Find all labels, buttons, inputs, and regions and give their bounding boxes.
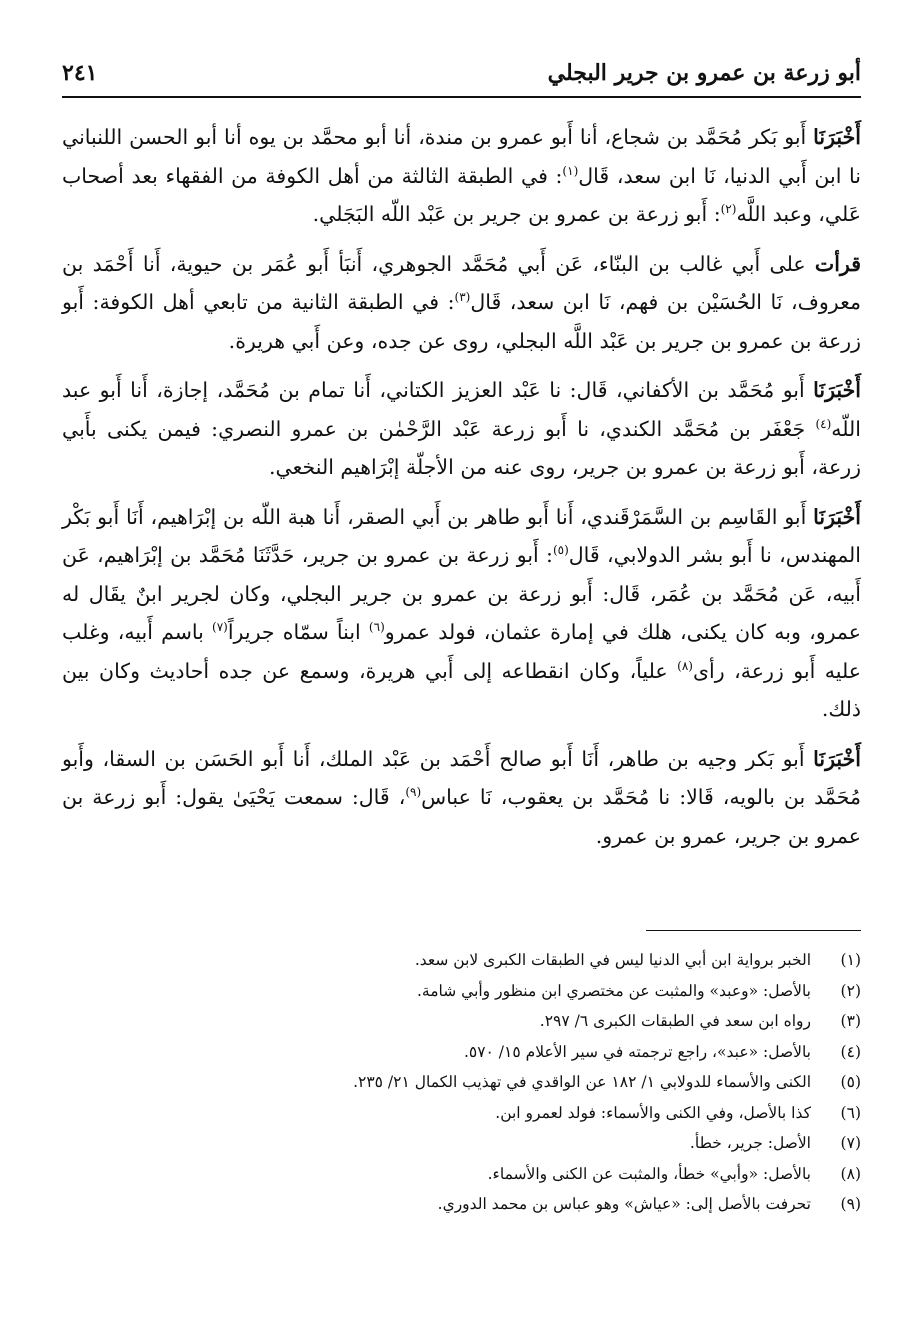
footnote-separator	[646, 930, 861, 931]
paragraph-1	[62, 118, 861, 234]
footnote-ref: (٦)	[368, 620, 385, 635]
footnote	[62, 976, 861, 1007]
footnote	[62, 1128, 861, 1159]
footnote-text: الأصل: جرير، خطأ.	[689, 1134, 811, 1152]
footnote-number: (٣)	[840, 1012, 861, 1030]
paragraph-4	[62, 498, 861, 729]
header-title: أبو زرعة بن عمرو بن جرير البجلي	[547, 60, 861, 86]
paragraph-lead: قرأت	[814, 251, 861, 276]
footnote-number: (٩)	[840, 1195, 861, 1213]
footnote-ref: (٨)	[677, 658, 693, 673]
paragraph-text: أَبو مُحَمَّد بن الأكفاني، قَال: نا عَبْد العزيز الكتاني، أَنا تمام بن مُحَمَّد، إجازة، أَنا أَبو عبد اللّه	[62, 378, 861, 441]
footnote-number: (٨)	[840, 1164, 861, 1183]
footnote-ref: (٥)	[552, 543, 569, 558]
footnote-ref: (٤)	[815, 416, 832, 431]
page-number: ٢٤١	[62, 60, 98, 86]
footnote	[62, 1067, 861, 1098]
paragraph-text: على أَبي غالب بن البنّاء، عَن أَبي مُحَمَّد الجوهري، أَنبَأ أَبو عُمَر بن حيوية، أَنا أَحْمَد بن معروف، نَا الحُسَيْن بن فهم، نَا ابن سعد، قَال	[62, 251, 861, 314]
footnote-text: رواه ابن سعد في الطبقات الكبرى ٦/ ٢٩٧.	[539, 1012, 811, 1030]
paragraph-text: ، قَال: سمعت يَحْيَىٰ يقول: أَبو زرعة بن عمرو بن جرير، عمرو بن عمرو.	[62, 785, 861, 848]
footnote-number: (٤)	[840, 1042, 861, 1061]
footnote	[62, 1189, 861, 1220]
footnote	[62, 1098, 861, 1129]
footnote	[62, 1006, 861, 1037]
footnote-number: (٧)	[840, 1134, 861, 1152]
paragraph-lead: أَخْبَرَنَا	[813, 746, 861, 771]
footnote-text: الخبر برواية ابن أبي الدنيا ليس في الطبقات الكبرى لابن سعد.	[414, 951, 811, 969]
footnote-ref: (٧)	[212, 620, 228, 635]
footnote-number: (١)	[840, 951, 861, 969]
paragraph-text: أَبو القَاسِم بن السَّمَرْقَندي، أَنا أَبو طاهر بن أَبي الصقر، أَنا هبة اللّه بن إبْرَاهيم، أَنَا أَبو بَكْر المهندس، نا أَبو بشر الدولابي، قَال	[62, 504, 861, 567]
paragraph-text: : في الطبقة الثالثة من أهل الكوفة من الفقهاء بعد أصحاب عَلي، وعبد اللَّه	[62, 163, 861, 226]
footnote-text: بالأصل: «وأبي» خطأ، والمثبت عن الكنى والأسماء.	[487, 1164, 811, 1183]
footnote-text: بالأصل: «وعبد» والمثبت عن مختصري ابن منظور وأبي شامة.	[416, 981, 811, 1000]
header-rule	[62, 96, 861, 98]
paragraph-lead: أَخْبَرَنَا	[813, 378, 861, 402]
footnote-ref: (١)	[562, 163, 579, 178]
paragraph-3	[62, 371, 861, 487]
running-header	[62, 52, 861, 98]
main-text	[62, 118, 861, 866]
footnote-number: (٢)	[840, 981, 861, 1000]
paragraph-text: : أَبو زرعة بن عمرو بن جرير بن عَبْد اللّه البَجَلي.	[312, 202, 721, 226]
footnote-text: الكنى والأسماء للدولابي ١/ ١٨٢ عن الواقدي في تهذيب الكمال ٢١/ ٢٣٥.	[353, 1073, 811, 1091]
footnote	[62, 1159, 861, 1190]
paragraph-text: علياً، وكان انقطاعه إلى أَبي هريرة، وسمع عن جده أحاديث وكان بين ذلك.	[62, 658, 861, 721]
paragraph-text: ابناً سمّاه جريراً	[227, 620, 369, 644]
paragraph-text: : أَبو زرعة بن عمرو بن جرير، حَدَّثَنَا مُحَمَّد بن إبْرَاهيم، عَن أَبيه، عَن مُحَمَّد بن عُمَر، قَال: أَبو زرعة بن عمرو بن جرير البجلي، وكان لجرير ابنٌ يقَال له عمرو، وبه كان يكنى، هلك في إمارة عثمان، فولد عمرو	[62, 543, 861, 644]
footnote-number: (٥)	[840, 1073, 861, 1091]
footnote-text: تحرفت بالأصل إلى: «عياش» وهو عباس بن محمد الدوري.	[437, 1195, 811, 1213]
paragraph-text: أَبو بَكر مُحَمَّد بن شجاع، أنا أَبو عمرو بن مندة، أنا أبو محمَّد بن يوه أنا أبو الحسن اللنباني نا ابن أَبي الدنيا، نَا ابن سعد، قَال	[62, 125, 861, 188]
paragraph-text: : في الطبقة الثانية من تابعي أهل الكوفة: أَبو زرعة بن عمرو بن جرير بن عَبْد اللَّه البجلي، روى عن جده، وعن أَبي هريرة.	[62, 290, 861, 353]
paragraph-text: باسم أَبيه، وغلب عليه أَبو زرعة، رأى	[62, 620, 861, 683]
footnote-ref: (٢)	[720, 202, 737, 217]
footnote-ref: (٣)	[454, 290, 471, 305]
paragraph-lead: أَخْبَرَنَا	[813, 125, 861, 149]
paragraph-2	[62, 245, 861, 361]
footnotes	[62, 945, 861, 1220]
footnote	[62, 1037, 861, 1068]
footnote-number: (٦)	[840, 1103, 861, 1122]
footnote-ref: (٩)	[405, 785, 422, 800]
footnote-text: بالأصل: «عبد»، راجع ترجمته في سير الأعلام ١٥/ ٥٧٠.	[463, 1042, 811, 1061]
paragraph-5	[62, 740, 861, 856]
footnote-text: كذا بالأصل، وفي الكنى والأسماء: فولد لعمرو ابن.	[495, 1103, 811, 1122]
paragraph-text: جَعْفَر بن مُحَمَّد الكندي، نا أَبو زرعة عَبْد الرَّحْمٰن بن عمرو النصري: فيمن يكنى بأَبي زرعة، أَبو زرعة بن عمرو بن جرير، روى عنه من الأجلّة إبْرَاهيم النخعي.	[62, 416, 861, 479]
paragraph-text: أَبو بَكر وجيه بن طاهر، أَنَا أَبو صالح أَحْمَد بن عَبْد الملك، أَنا أَبو الحَسَن بن السقا، وأَبو مُحَمَّد بن بالويه، قَالا: نا مُحَمَّد بن يعقوب، نَا عباس	[62, 746, 861, 809]
paragraph-lead: أَخْبَرَنَا	[813, 504, 861, 529]
footnote	[62, 945, 861, 976]
